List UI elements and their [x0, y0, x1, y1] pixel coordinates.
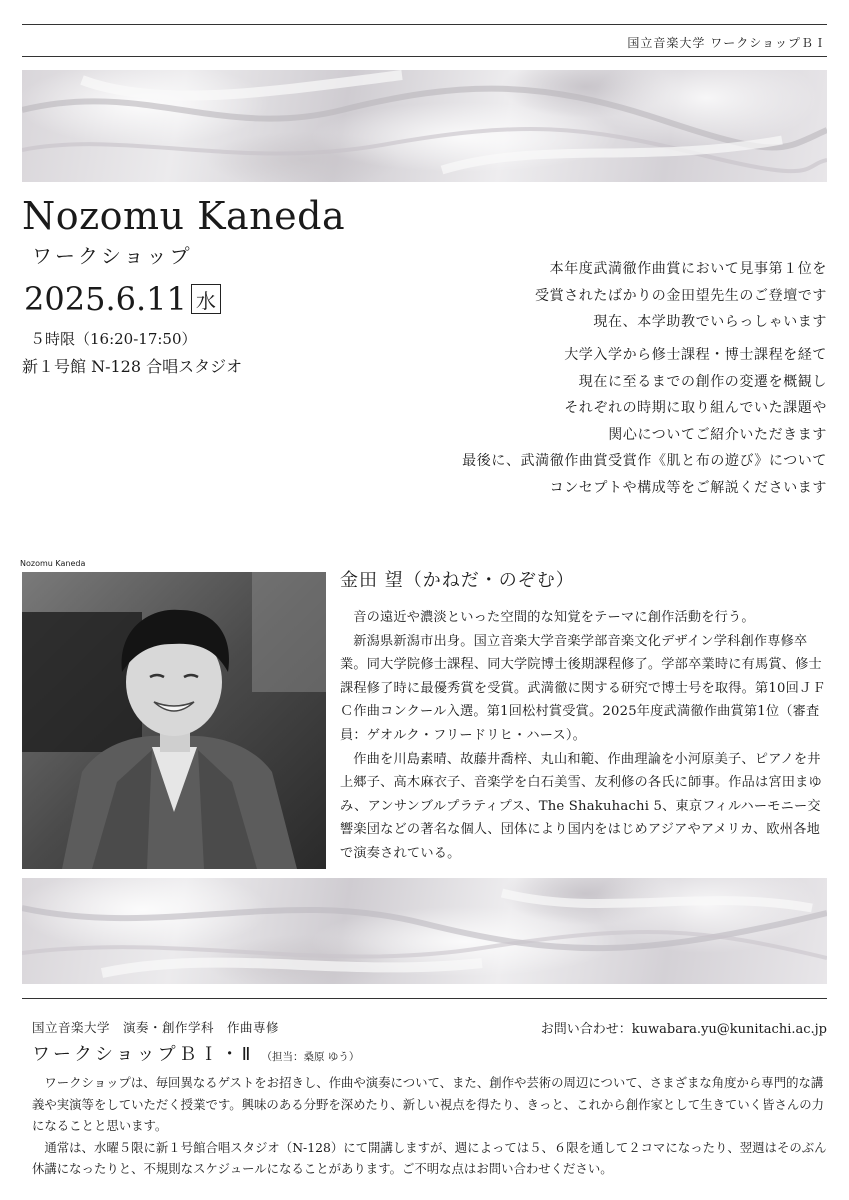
content-line: 関心についてご紹介いただきます: [608, 426, 827, 443]
intro-line: 受賞されたばかりの金田望先生のご登壇です: [535, 287, 827, 304]
event-venue: 新１号館 N-128 合唱スタジオ: [22, 357, 243, 376]
marble-banner-top: [22, 70, 827, 182]
bio-paragraph: 新潟県新潟市出身。国立音楽大学音楽学部音楽文化デザイン学科創作専修卒業。同大学院修士課程、同大学院博士後期課程修了。学部卒業時に有馬賞、修士課程修了時に最優秀賞を受賞。武満徹に関する研究で博士号を取得。第10回ＪＦＣ作曲コンクール入選。第1回松村賞受賞。2025年度武満徹作曲賞第1位（審査員：ゲオルク・フリードリヒ・ハース）。: [340, 633, 826, 743]
event-date-row: [24, 280, 221, 318]
workshop-course-row: [32, 1040, 359, 1066]
event-time: ５時限（16:20-17:50）: [30, 330, 197, 348]
department: 国立音楽大学 演奏・創作学科 作曲専修: [32, 1020, 280, 1035]
intro-text: [327, 256, 827, 336]
content-text: [327, 342, 827, 501]
content-line: 現在に至るまでの創作の変遷を概観し: [578, 373, 827, 390]
footer-paragraph: 通常は、水曜５限に新１号館合唱スタジオ（N-128）にて開講しますが、週によっては５、６限を通して２コマになったり、翌週はそのぶん休講になったりと、不規則なスケジュールになることがあります。ご不明な点はお問い合わせください。: [32, 1139, 827, 1176]
content-line: コンセプトや構成等をご解説くださいます: [549, 479, 827, 496]
contact-info: お問い合わせ：kuwabara.yu@kunitachi.ac.jp: [540, 1022, 827, 1037]
speaker-name-en: Nozomu Kaneda: [22, 194, 346, 238]
content-line: 大学入学から修士課程・博士課程を経て: [564, 347, 827, 363]
intro-line: 本年度武満徹作曲賞において見事第１位を: [549, 261, 827, 277]
content-line: それぞれの時期に取り組んでいた課題や: [564, 400, 827, 416]
event-date: 2025.6.11: [24, 280, 187, 318]
bio-paragraph: 音の遠近や濃淡といった空間的な知覚をテーマに創作活動を行う。: [353, 610, 755, 625]
bio-text: [340, 606, 828, 866]
header-rule: [22, 56, 827, 57]
marble-banner-bottom: [22, 878, 827, 984]
speaker-photo: [22, 572, 326, 869]
footer-rule: [22, 998, 827, 999]
bio-name: 金田 望（かねだ・のぞむ）: [340, 570, 575, 591]
workshop-in-charge: （担当：桑原 ゆう）: [261, 1051, 360, 1063]
footer-paragraph: ワークショップは、毎回異なるゲストをお招きし、作曲や演奏について、また、創作や芸術の周辺について、さまざまな角度から専門的な講義や実演等をしていただく授業です。興味のある分野を深めたり、新しい視点を得たり、きっと、これから創作家として生きていく皆さんの力になることと思います。: [32, 1075, 825, 1133]
bio-paragraph: 作曲を川島素晴、故藤井喬梓、丸山和範、作曲理論を小河原美子、ピアノを井上郷子、高木麻衣子、音楽学を白石美雪、友利修の各氏に師事。作品は宮田まゆみ、アンサンブルプラティプス、The Shakuhachi 5、東京フィルハーモニー交響楽団などの著名な個人、団体により国内をはじめアジアやアメリカ、欧州各地で演奏されている。: [340, 751, 822, 861]
workshop-course-title: ワークショップＢＩ・Ⅱ: [32, 1044, 254, 1065]
photo-caption: Nozomu Kaneda: [20, 559, 86, 568]
header-org: 国立音楽大学 ワークショップＢＩ: [627, 36, 827, 50]
event-type: ワークショップ: [32, 244, 193, 268]
event-weekday: 水: [191, 284, 221, 314]
footer-text: [32, 1072, 828, 1180]
top-rule: [22, 24, 827, 25]
content-line: 最後に、武満徹作曲賞受賞作《肌と布の遊び》について: [462, 453, 827, 469]
intro-line: 現在、本学助教でいらっしゃいます: [593, 314, 827, 330]
